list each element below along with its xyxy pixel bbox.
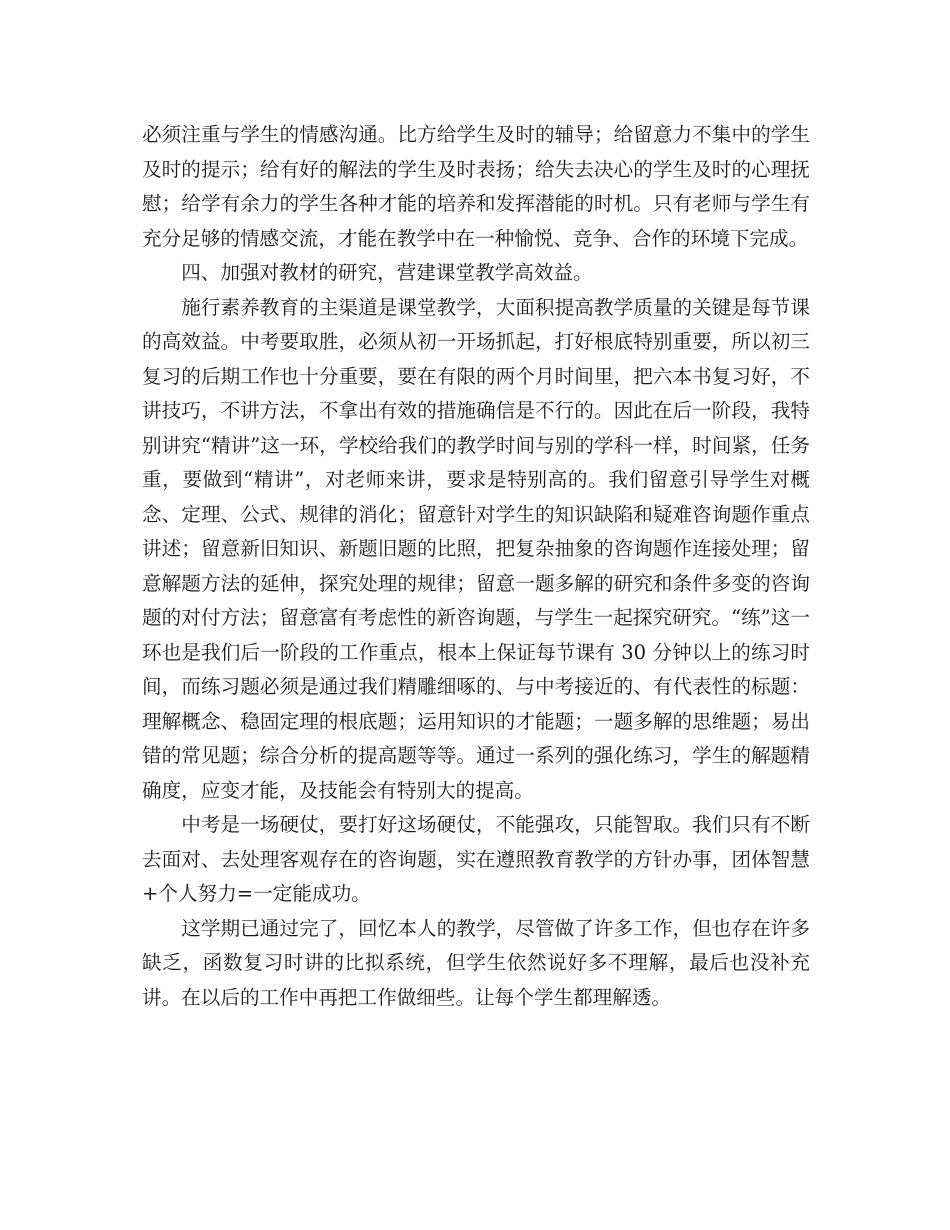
section-heading-four: 四、加强对教材的研究，营建课堂教学高效益。 [181, 261, 593, 284]
paragraph-exam-strategy: 中考是一场硬仗，要打好这场硬仗，不能强攻，只能智取。我们只有不断去面对、去处理客观存在的咨询题，实在遵照教育教学的方针办事，团体智慧+个人努力=一定能成功。 [142, 813, 810, 905]
paragraph-reflection: 这学期已通过完了，回忆本人的教学，尽管做了许多工作，但也存在许多缺乏，函数复习时讲的比拟系统，但学生依然说好多不理解，最后也没补充讲。在以后的工作中再把工作做细些。让每个学生都理解透。 [142, 916, 810, 1009]
document-body [142, 118, 810, 1015]
paragraph-classroom-efficiency: 施行素养教育的主渠道是课堂教学，大面积提高教学质量的关键是每节课的高效益。中考要取胜，必须从初一开场抓起，打好根底特别重要，所以初三复习的后期工作也十分重要，要在有限的两个月时间里，把六本书复习好，不讲技巧，不讲方法，不拿出有效的措施确信是不行的。因此在后一阶段，我特别讲究“精讲”这一环，学校给我们的教学时间与别的学科一样，时间紧，任务重，要做到“精讲”，对老师来讲，要求是特别高的。我们留意引导学生对概念、定理、公式、规律的消化；留意针对学生的知识缺陷和疑难咨询题作重点讲述；留意新旧知识、新题旧题的比照，把复杂抽象的咨询题作连接处理；留意解题方法的延伸，探究处理的规律；留意一题多解的研究和条件多变的咨询题的对付方法；留意富有考虑性的新咨询题，与学生一起探究研究。“练”这一环也是我们后一阶段的工作重点，根本上保证每节课有 30 分钟以上的练习时间，而练习题必须是通过我们精雕细啄的、与中考接近的、有代表性的标题：理解概念、稳固定理的根底题；运用知识的才能题；一题多解的思维题；易出错的常见题；综合分析的提高题等等。通过一系列的强化练习，学生的解题精确度，应变才能，及技能会有特别大的提高。 [142, 295, 810, 802]
paragraph-emotional-communication: 必须注重与学生的情感沟通。比方给学生及时的辅导；给留意力不集中的学生及时的提示；给有好的解法的学生及时表扬；给失去决心的学生及时的心理抚慰；给学有余力的学生各种才能的培养和发挥潜能的时机。只有老师与学生有充分足够的情感交流，才能在教学中在一种愉悦、竞争、合作的环境下完成。 [142, 123, 810, 250]
